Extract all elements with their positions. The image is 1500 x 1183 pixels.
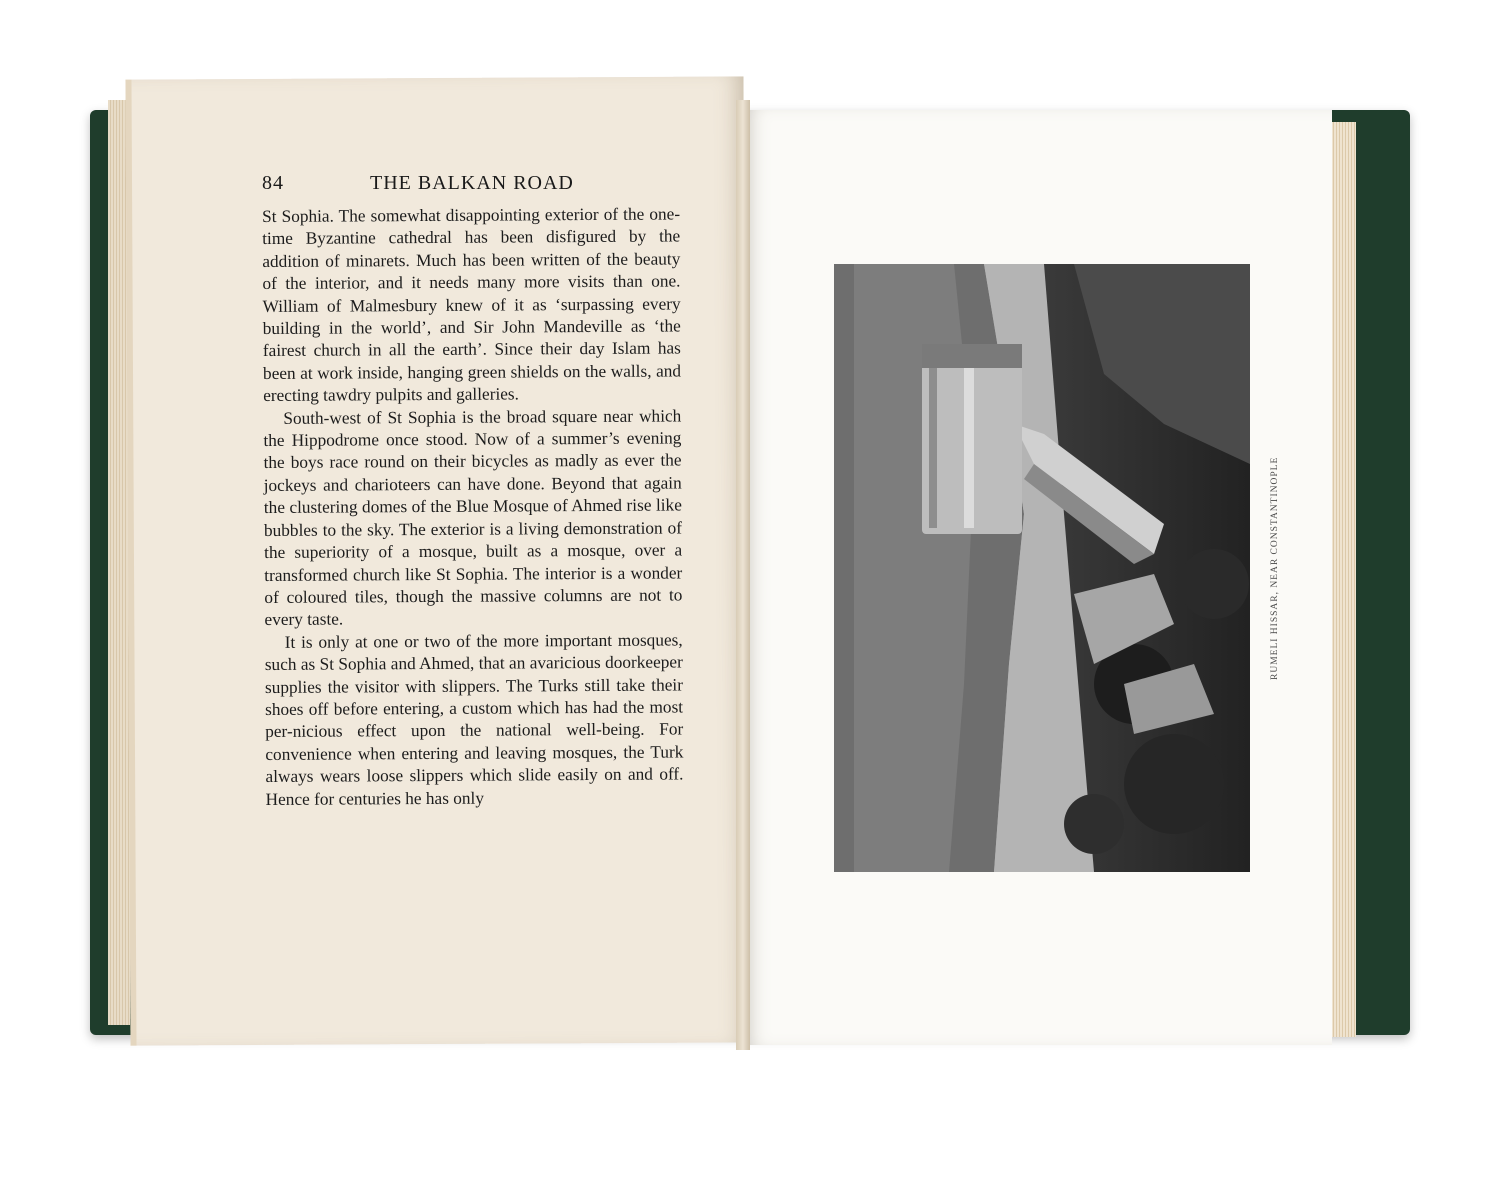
book-title: THE BALKAN ROAD	[370, 172, 574, 194]
book-gutter	[736, 100, 750, 1050]
page-number: 84	[262, 172, 284, 194]
paragraph-3: It is only at one or two of the more important mosques, such as St Sophia and Ahmed, that an avaricious doorkeeper supplies the visitor with slippers. The Turks still take their shoes off before entering, a custom which has had the most per-nicious effect upon the national well-being. For convenience when entering and leaving mosques, the Turk always wears loose slippers which slide easily on and off. Hence for centuries he has only	[264, 630, 684, 809]
running-head	[262, 172, 680, 202]
body-text	[262, 203, 684, 811]
fortress-photograph	[834, 264, 1250, 872]
photo-plate	[834, 264, 1250, 872]
paragraph-2: South-west of St Sophia is the broad square near which the Hippodrome once stood. Now of a summer’s evening the boys race round on their bicycles as madly as ever the jockeys and charioteers can have done. Beyond that again the clustering domes of the Blue Mosque of Ahmed rise like bubbles to the sky. The exterior is a living demonstration of the superiority of a mosque, built as a mosque, over a transformed church like St Sophia. The interior is a wonder of coloured tiles, though the massive columns are not to every taste.	[263, 406, 683, 630]
right-page-edges	[1328, 122, 1356, 1037]
paragraph-1: St Sophia. The somewhat disappointing exterior of the one-time Byzantine cathedral has been disfigured by the addition of minarets. Much has been written of the beauty of the interior, and it needs many more visits than one. William of Malmesbury knew of it as ‘surpassing every building in the world’, and Sir John Mandeville as ‘the fairest church in all the earth’. Since their day Islam has been at work inside, hanging green shields on the walls, and erecting tawdry pulpits and galleries.	[262, 204, 682, 406]
plate-caption: RUMELI HISSAR, NEAR CONSTANTINOPLE	[1270, 456, 1280, 680]
